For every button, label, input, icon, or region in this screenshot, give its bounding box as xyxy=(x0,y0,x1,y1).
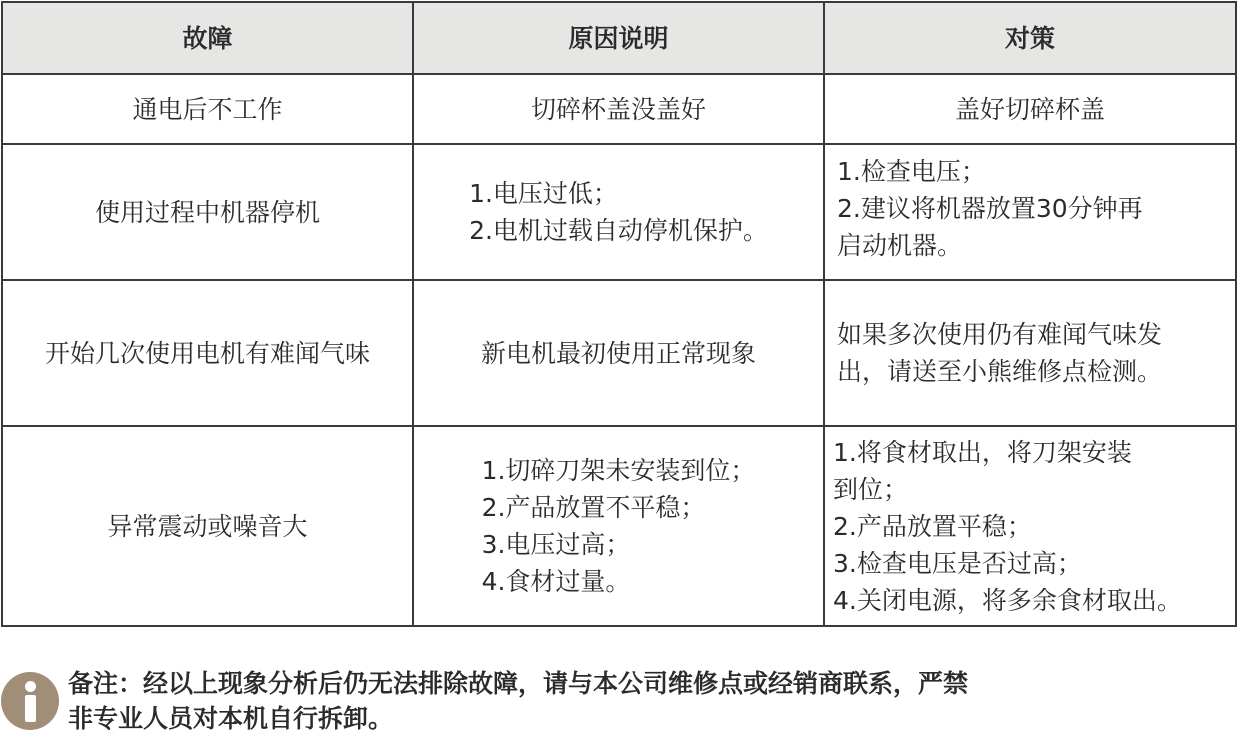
cause-line: 3.电压过高； xyxy=(481,530,631,559)
table-row xyxy=(2,144,1236,280)
cause-line: 4.食材过量。 xyxy=(481,567,631,596)
note-line: 备注：经以上现象分析后仍无法排除故障，请与本公司维修点或经销商联系，严禁 xyxy=(68,669,969,698)
cause-line: 2.产品放置不平稳； xyxy=(481,493,706,522)
solution-line: 出，请送至小熊维修点检测。 xyxy=(837,357,1163,386)
cause-line: 2.电机过载自动停机保护。 xyxy=(469,216,768,245)
table-header-row xyxy=(2,2,1236,74)
fault-cell: 通电后不工作 xyxy=(2,74,413,144)
header-solution: 对策 xyxy=(824,2,1236,74)
cause-cell xyxy=(413,144,824,280)
solution-line: 1.将食材取出，将刀架安装 xyxy=(833,437,1132,467)
solution-line: 启动机器。 xyxy=(837,231,963,260)
solution-cell: 盖好切碎杯盖 xyxy=(824,74,1236,144)
solution-line: 4.关闭电源，将多余食材取出。 xyxy=(833,585,1182,615)
info-icon xyxy=(1,672,59,730)
solution-cell xyxy=(824,426,1236,626)
note-text xyxy=(68,666,1188,736)
cause-line: 1.切碎刀架未安装到位； xyxy=(481,456,756,485)
cause-line: 1.电压过低； xyxy=(469,179,618,208)
fault-cell: 使用过程中机器停机 xyxy=(2,144,413,280)
cause-cell xyxy=(413,426,824,626)
solution-line: 到位； xyxy=(833,474,909,504)
solution-line: 2.产品放置平稳； xyxy=(833,511,1032,541)
header-cause: 原因说明 xyxy=(413,2,824,74)
table-row xyxy=(2,426,1236,626)
solution-cell xyxy=(824,144,1236,280)
cause-cell: 新电机最初使用正常现象 xyxy=(413,280,824,426)
fault-cell: 异常震动或噪音大 xyxy=(2,426,413,626)
table-row xyxy=(2,280,1236,426)
solution-line: 2.建议将机器放置30分钟再 xyxy=(837,194,1143,223)
solution-line: 1.检查电压； xyxy=(837,157,986,186)
note-line: 非专业人员对本机自行拆卸。 xyxy=(68,704,394,733)
cause-cell: 切碎杯盖没盖好 xyxy=(413,74,824,144)
header-fault: 故障 xyxy=(2,2,413,74)
solution-line: 3.检查电压是否过高； xyxy=(833,548,1082,578)
solution-line: 如果多次使用仍有难闻气味发 xyxy=(837,320,1163,349)
solution-cell xyxy=(824,280,1236,426)
troubleshooting-table xyxy=(1,1,1237,627)
table-row xyxy=(2,74,1236,144)
fault-cell: 开始几次使用电机有难闻气味 xyxy=(2,280,413,426)
